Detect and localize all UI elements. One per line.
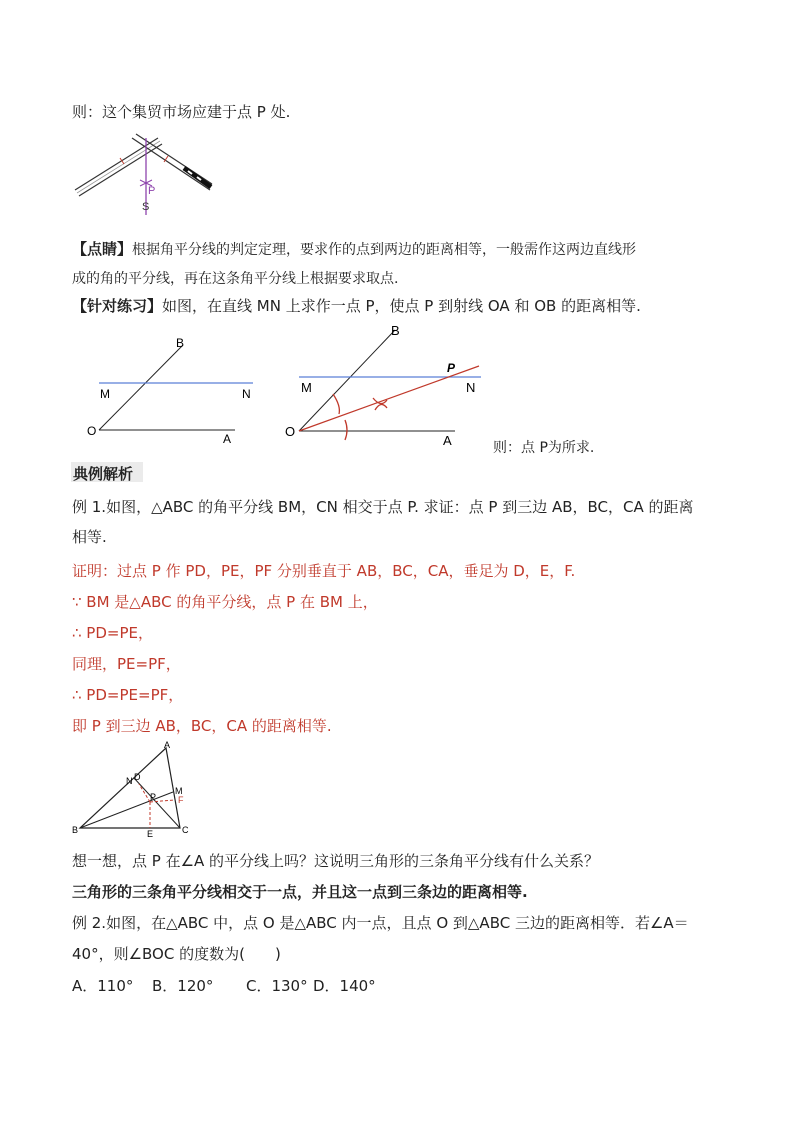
practice-body: 如图，在直线 MN 上求作一点 P，使点 P 到射线 OA 和 OB 的距离相等. xyxy=(162,297,641,315)
fig1-label-s: S xyxy=(142,201,150,213)
fig3-label-p: P xyxy=(447,361,456,375)
fig4-label-a: A xyxy=(164,740,171,750)
proof-line: ∴ PD=PE， xyxy=(72,624,153,642)
fig4-label-d: D xyxy=(134,772,141,782)
fig4-label-n: N xyxy=(126,776,133,786)
fig3-label-o: O xyxy=(285,424,296,439)
fig2-label-o: O xyxy=(87,424,97,438)
practice-title: 【针对练习】 xyxy=(72,297,163,315)
ray-ob xyxy=(299,330,395,431)
tip-paragraph-line1 xyxy=(72,238,636,259)
arc-2 xyxy=(345,420,347,440)
bisector-bm xyxy=(80,792,173,828)
fig3-label-m: M xyxy=(301,380,312,395)
key-conclusion: 三角形的三条角平分线相交于一点，并且这一点到三条边的距离相等. xyxy=(72,883,528,901)
figure-triangle-bisectors xyxy=(70,740,200,840)
fig3-label-a: A xyxy=(443,433,452,448)
section-title: 典例解析 xyxy=(73,465,134,483)
option-c[interactable]: C．130° xyxy=(246,977,308,995)
fig4-label-f: F xyxy=(178,795,184,805)
option-d[interactable]: D．140° xyxy=(313,977,376,995)
fig3-label-n: N xyxy=(466,380,476,395)
example2-line2: 40°，则∠BOC 的度数为( ) xyxy=(72,945,281,963)
fig2-label-b: B xyxy=(176,336,185,350)
figure-angle-mn xyxy=(85,335,265,445)
arc-1 xyxy=(333,394,339,414)
fig2-label-n: N xyxy=(242,387,251,401)
proof-line: 证明：过点 P 作 PD，PE，PF 分别垂直于 AB，BC，CA，垂足为 D，E，F. xyxy=(72,562,576,580)
conclusion-line: 则：这个集贸市场应建于点 P 处. xyxy=(72,103,291,121)
triangle-abc xyxy=(80,748,180,828)
example1-line1: 例 1.如图，△ABC 的角平分线 BM，CN 相交于点 P. 求证：点 P 到三边 AB，BC，CA 的距离 xyxy=(72,498,694,516)
fig3-caption: 则：点 P为所求. xyxy=(493,440,595,456)
tip-body-2: 成的角的平分线，再在这条角平分线上根据要求取点. xyxy=(72,271,399,287)
proof-line: 同理，PE=PF， xyxy=(72,655,181,673)
fig4-label-c: C xyxy=(182,825,189,835)
tip-title: 【点睛】 xyxy=(72,240,133,258)
option-b[interactable]: B．120° xyxy=(152,977,214,995)
example1-line2: 相等. xyxy=(72,528,107,546)
bisector-ray xyxy=(299,366,479,431)
proof-line: 即 P 到三边 AB，BC，CA 的距离相等. xyxy=(72,717,332,735)
fig4-label-b: B xyxy=(72,825,79,835)
fig2-label-m: M xyxy=(100,387,110,401)
proof-line: ∴ PD=PE=PF， xyxy=(72,686,184,704)
arc-4 xyxy=(375,404,387,410)
fig1-label-p: P xyxy=(148,185,156,197)
fig3-label-b: B xyxy=(391,323,400,338)
example2-line1: 例 2.如图，在△ABC 中，点 O 是△ABC 内一点，且点 O 到△ABC 三边的距离相等．若∠A＝ xyxy=(72,914,689,932)
tip-body-1: 根据角平分线的判定定理，要求作的点到两边的距离相等，一般需作这两边直线形 xyxy=(132,242,637,258)
option-a[interactable]: A．110° xyxy=(72,977,134,995)
figure-angle-solution xyxy=(285,320,495,450)
fig2-label-a: A xyxy=(223,432,232,446)
arc-3 xyxy=(373,398,387,404)
fig4-label-p: P xyxy=(150,792,157,802)
ray-ob xyxy=(99,345,183,430)
practice-paragraph xyxy=(72,295,641,316)
figure-ruler-construction xyxy=(70,130,220,220)
fig4-label-e: E xyxy=(147,829,154,839)
proof-line: ∵ BM 是△ABC 的角平分线，点 P 在 BM 上， xyxy=(72,593,378,611)
think-question: 想一想，点 P 在∠A 的平分线上吗？这说明三角形的三条角平分线有什么关系？ xyxy=(72,852,600,870)
fig4-label-m: M xyxy=(175,786,183,796)
